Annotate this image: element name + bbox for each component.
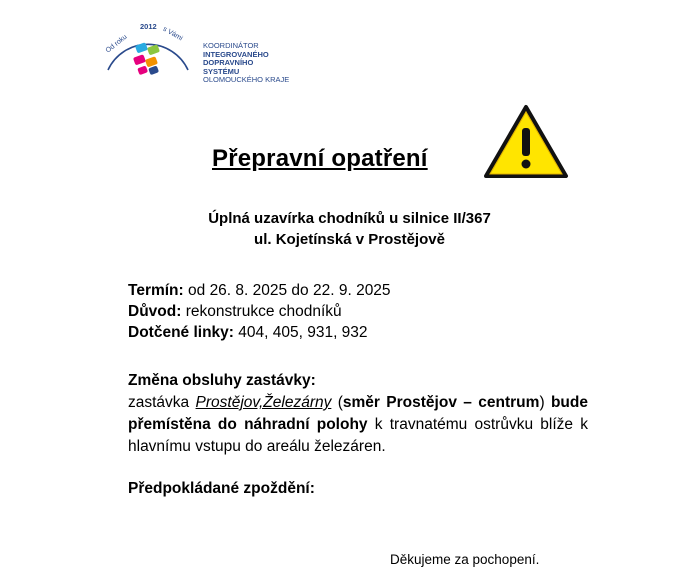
lines-value: 404, 405, 931, 932 <box>238 324 368 341</box>
lines-label: Dotčené linky: <box>128 324 234 341</box>
reason-row <box>128 301 391 322</box>
change-direction: směr Prostějov – centrum <box>342 394 540 411</box>
change-bold-text: bude přemístěna do náhradní polohy <box>128 394 588 433</box>
stop-link[interactable]: Prostějov,Železárny <box>195 394 332 411</box>
term-label: Termín: <box>128 282 184 299</box>
svg-text:2012: 2012 <box>140 22 157 31</box>
lines-row <box>128 322 391 343</box>
thanks-text: Děkujeme za pochopení. <box>390 552 540 567</box>
svg-text:s Vámi: s Vámi <box>161 25 184 43</box>
subtitle-line-2: ul. Kojetínská v Prostějově <box>254 231 445 248</box>
notice-subtitle <box>0 208 699 250</box>
logo-line-1: KOORDINÁTOR <box>203 41 259 50</box>
kids-logo <box>100 20 290 85</box>
stop-change-text <box>128 392 588 458</box>
change-prefix: zastávka <box>128 394 196 411</box>
notice-title: Přepravní opatření <box>212 145 428 172</box>
reason-value: rekonstrukce chodníků <box>185 303 342 320</box>
reason-label: Důvod: <box>128 303 182 320</box>
logo-line-4: OLOMOUCKÉHO KRAJE <box>203 75 290 85</box>
paren-open: ( <box>331 394 343 411</box>
stop-change-section <box>128 370 588 458</box>
subtitle-line-1: Úplná uzavírka chodníků u silnice II/367 <box>208 210 491 227</box>
notice-details <box>128 280 391 343</box>
warning-triangle-icon <box>483 104 569 180</box>
logo-line-2: INTEGROVANÉHO <box>203 49 269 59</box>
change-rest-text: k travnatému ostrůvku blíže k hlavnímu vstupu do areálu železáren. <box>128 416 588 455</box>
paren-close: ) <box>539 394 545 411</box>
svg-text:Od roku: Od roku <box>104 33 129 55</box>
kids-logo-mark <box>100 20 200 82</box>
kids-logo-text <box>203 42 290 85</box>
logo-line-3: DOPRAVNÍHO SYSTÉMU <box>203 58 254 76</box>
term-row <box>128 280 391 301</box>
term-value: od 26. 8. 2025 do 22. 9. 2025 <box>188 282 391 299</box>
expected-delay-label: Předpokládané zpoždění: <box>128 480 315 497</box>
stop-change-heading: Změna obsluhy zastávky: <box>128 372 316 389</box>
